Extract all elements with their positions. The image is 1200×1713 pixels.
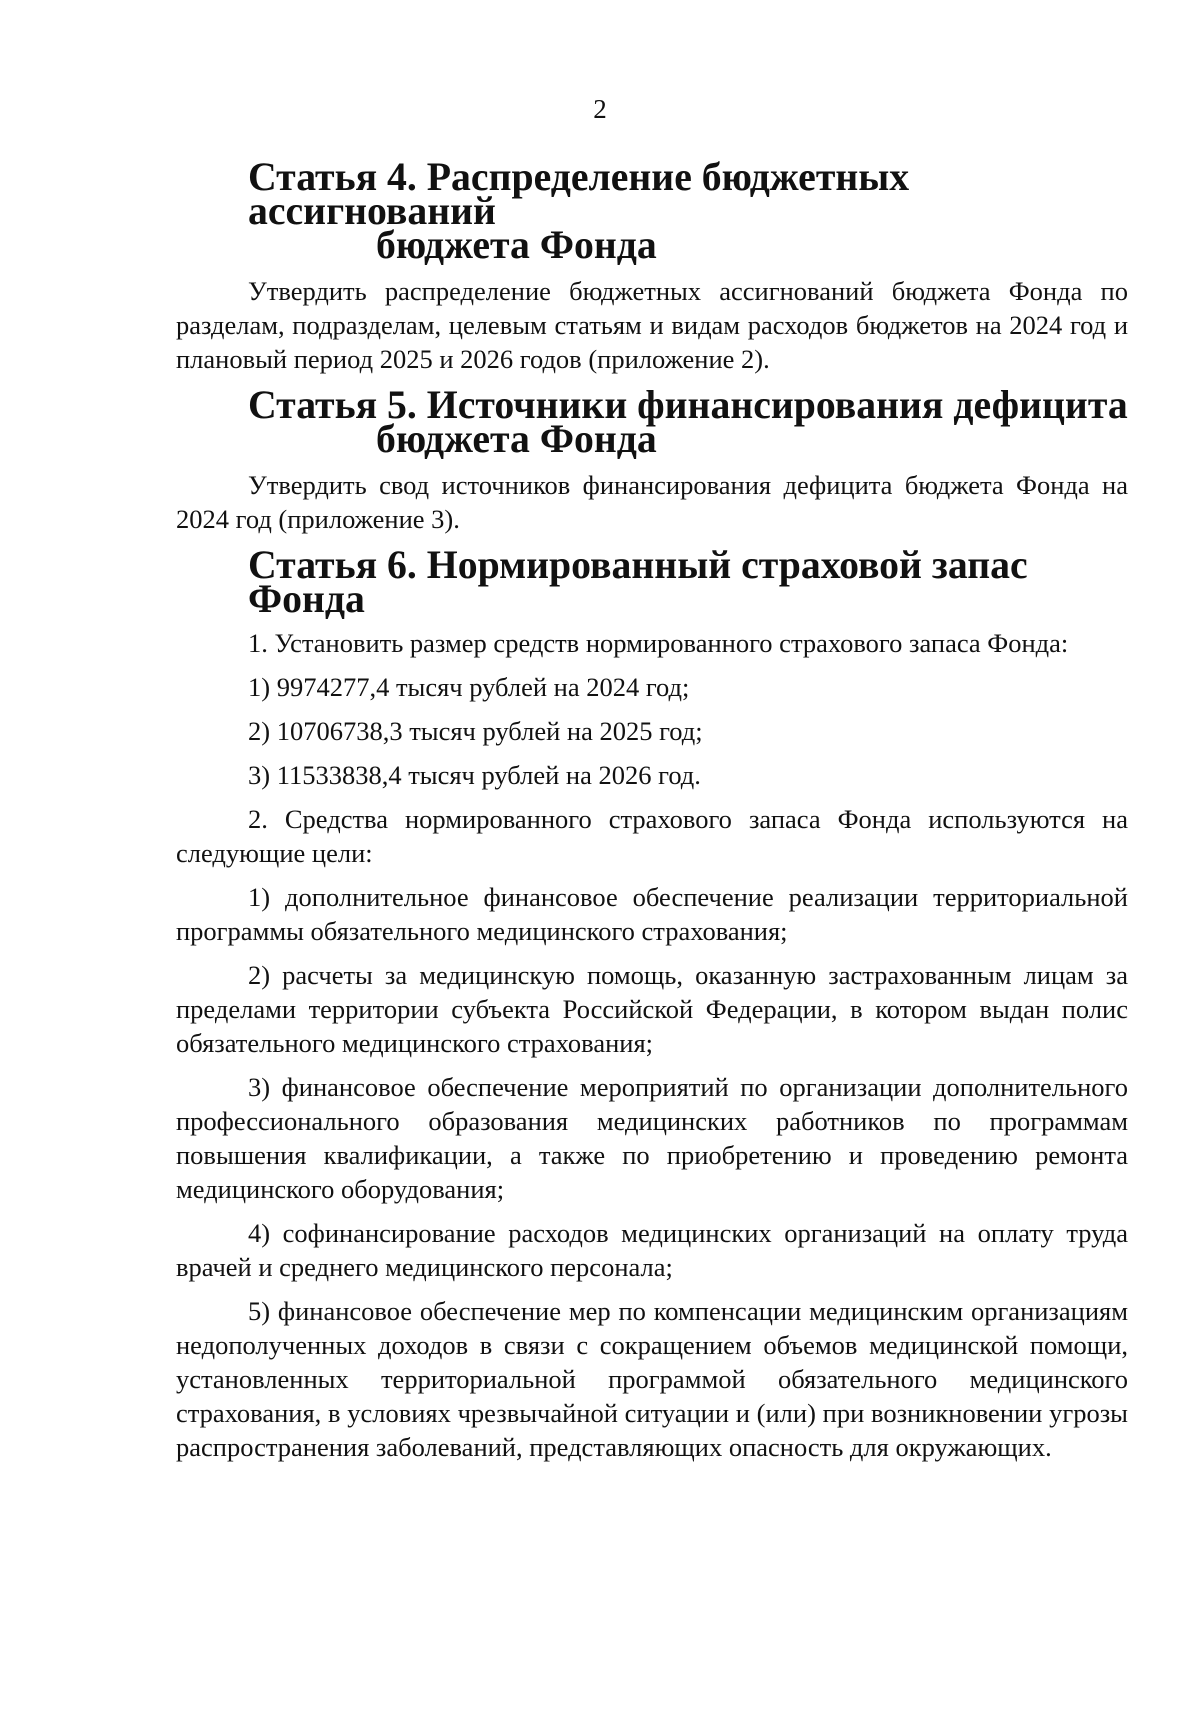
article-6-heading: Статья 6. Нормированный страховой запас Фонда (248, 543, 1028, 621)
article-6-part2-item: 5) финансовое обеспечение мер по компенсации медицинским организациям недополученных доходов в связи с сокращением объемов медицинской помощи, установленных территориальной программой обязательного медицинского страхования, в условиях чрезвычайной ситуации и (или) при возникновении угрозы распространения заболеваний, представляющих опасность для окружающих. (176, 1296, 1128, 1462)
article-4-heading-line2: бюджета Фонда (376, 223, 657, 267)
article-5-paragraph: Утвердить свод источников финансирования дефицита бюджета Фонда на 2024 год (приложение 3). (176, 470, 1128, 534)
article-6-part2-item: 4) софинансирование расходов медицинских организаций на оплату труда врачей и среднего медицинского персонала; (176, 1218, 1128, 1282)
article-6-part1-item: 2) 10706738,3 тысяч рублей на 2025 год; (248, 716, 703, 746)
article-5-heading-line1: Статья 5. Источники финансирования дефицита (248, 383, 1128, 427)
article-6-part2-item: 1) дополнительное финансовое обеспечение реализации территориальной программы обязательного медицинского страхования; (176, 882, 1128, 946)
article-6-part1-item: 3) 11533838,4 тысяч рублей на 2026 год. (248, 760, 701, 790)
article-6-part2-intro: 2. Средства нормированного страхового запаса Фонда используются на следующие цели: (176, 804, 1128, 868)
article-5-heading-line2: бюджета Фонда (376, 417, 657, 461)
article-6-part2-item: 3) финансовое обеспечение мероприятий по организации дополнительного профессионального образования медицинских работников по программам повышения квалификации, а также по приобретению и проведению ремонта медицинского оборудования; (176, 1072, 1128, 1204)
article-4-paragraph: Утвердить распределение бюджетных ассигнований бюджета Фонда по разделам, подразделам, целевым статьям и видам расходов бюджетов на 2024 год и плановый период 2025 и 2026 годов (приложение 2). (176, 276, 1128, 374)
article-4-heading-line1: Статья 4. Распределение бюджетных ассигнований (248, 155, 910, 233)
article-6-part1-item: 1) 9974277,4 тысяч рублей на 2024 год; (248, 672, 690, 702)
article-6-part1-intro: 1. Установить размер средств нормированного страхового запаса Фонда: (248, 628, 1069, 658)
page-number: 2 (593, 94, 607, 124)
article-4-heading (176, 155, 1128, 267)
article-5-heading (176, 383, 1128, 461)
document-body (176, 155, 1128, 1464)
article-6-part2-item: 2) расчеты за медицинскую помощь, оказанную застрахованным лицам за пределами территории субъекта Российской Федерации, в котором выдан полис обязательного медицинского страхования; (176, 960, 1128, 1058)
